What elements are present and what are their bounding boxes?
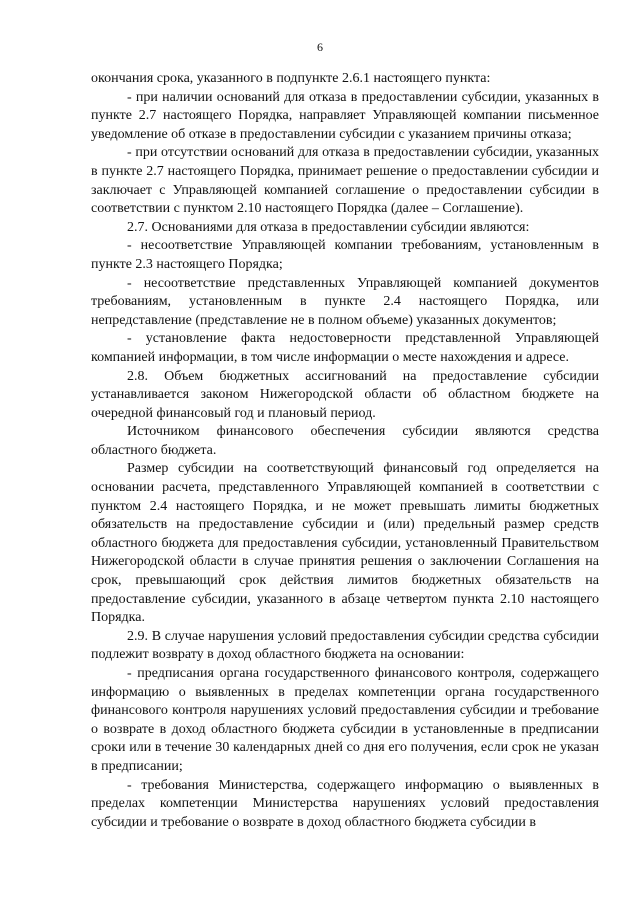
paragraph-control-order: - предписания органа государственного финансового контроля, содержащего информацию о выявленных в пределах компетенции органа государственного финансового контроля нарушениях условий предоставления субсидии и требование о возврате в доход областного бюджета субсидии в установленные в предписании сроки или в течение 30 календарных дней со дня его получения, если срок не указан в предписании; xyxy=(91,666,599,774)
paragraph-funding-source: Источником финансового обеспечения субсидии являются средства областного бюджета. xyxy=(91,424,599,458)
document-body xyxy=(91,70,599,832)
paragraph-continuation: окончания срока, указанного в подпункте 2.6.1 настоящего пункта: xyxy=(91,71,491,86)
paragraph-refusal-grounds: - при наличии оснований для отказа в предоставлении субсидии, указанных в пункте 2.7 настоящего Порядка, направляет Управляющей компании письменное уведомление об отказе в предоставлении субсидии с указанием причины отказа; xyxy=(91,89,599,142)
paragraph-false-information: - установление факта недостоверности представленной Управляющей компанией информации, в том числе информации о месте нахождения и адресе. xyxy=(91,331,599,365)
paragraph-section-2-9: 2.9. В случае нарушения условий предоставления субсидии средства субсидии подлежит возврату в доход областного бюджета на основании: xyxy=(91,628,599,663)
paragraph-documents-mismatch: - несоответствие представленных Управляющей компанией документов требованиям, установленным в пункте 2.4 настоящего Порядка, или непредставление (представление не в полном объеме) указанных документов; xyxy=(91,275,599,328)
paragraph-section-2-8: 2.8. Объем бюджетных ассигнований на предоставление субсидии устанавливается законом Нижегородской области об областном бюджете на очередной финансовый год и плановый период. xyxy=(91,368,599,421)
paragraph-approval-decision: - при отсутствии оснований для отказа в предоставлении субсидии, указанных в пункте 2.7 настоящего Порядка, принимает решение о предоставлении субсидии и заключает с Управляющей компанией соглашение о предоставлении субсидии в соответствии с пунктом 2.10 настоящего Порядка (далее – Соглашение). xyxy=(91,145,599,217)
paragraph-ministry-request: - требования Министерства, содержащего информацию о выявленных в пределах компетенции Министерства нарушениях условий предоставления субсидии и требование о возврате в доход областного бюджета субсидии в xyxy=(91,777,599,830)
page-number: 6 xyxy=(317,40,323,54)
paragraph-subsidy-amount: Размер субсидии на соответствующий финансовый год определяется на основании расчета, представленного Управляющей компанией в соответствии с пунктом 2.4 настоящего Порядка, и не может превышать лимиты бюджетных обязательств на предоставление субсидии и (или) предельный размер средств областного бюджета для предоставления субсидии, установленный Правительством Нижегородской области в случае принятия решения о заключении Соглашения на срок, превышающий срок действия лимитов бюджетных обязательств на предоставление субсидии, указанного в абзаце четвертом пункта 2.10 настоящего Порядка. xyxy=(91,461,599,626)
paragraph-section-2-7: 2.7. Основаниями для отказа в предоставлении субсидии являются: xyxy=(127,219,530,235)
paragraph-requirements-mismatch: - несоответствие Управляющей компании требованиям, установленным в пункте 2.3 настоящего Порядка; xyxy=(91,238,599,272)
